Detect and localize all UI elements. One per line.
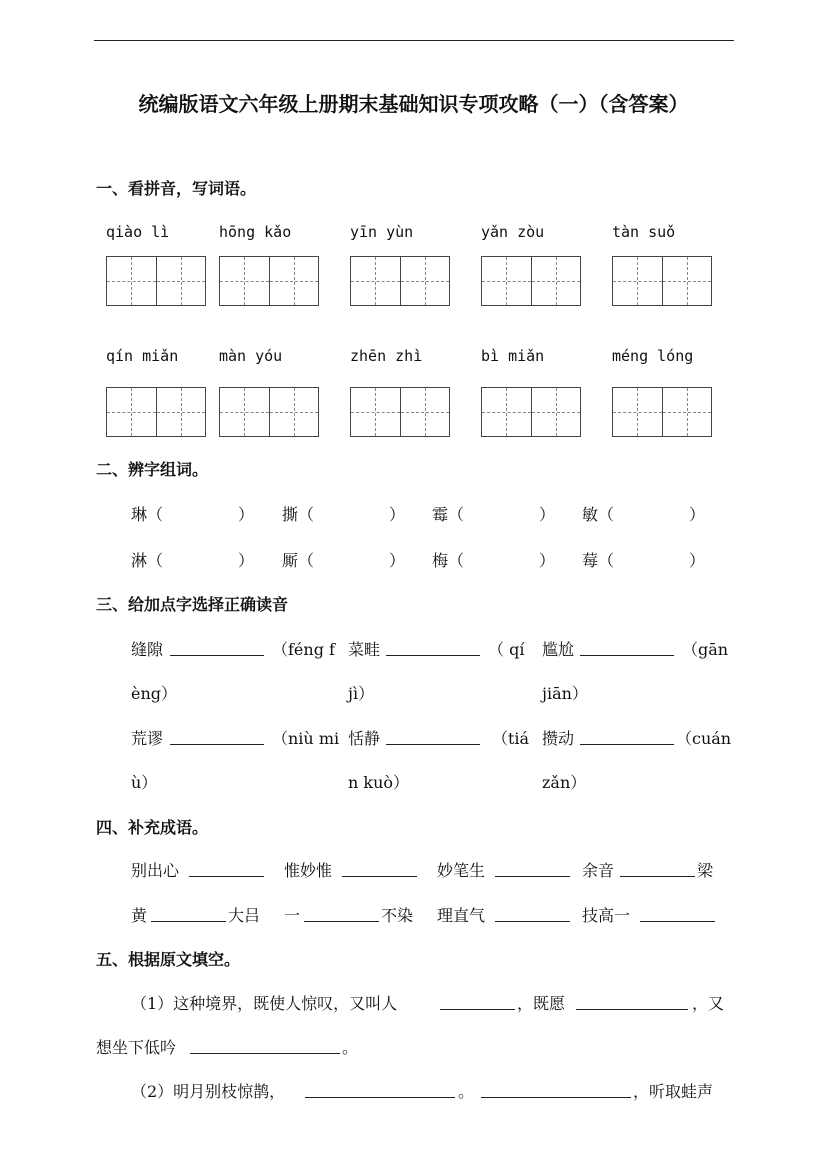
answer-blank[interactable] [495,907,570,922]
pinyin: hōng kǎo [219,223,292,241]
pinyin-options: jiān） [542,684,588,703]
word: 攒动 [542,729,575,748]
pinyin: màn yóu [219,347,283,365]
pinyin: méng lóng [612,347,694,365]
section-2-heading: 二、辨字组词。 [96,460,209,479]
char-open: 撕（ [282,505,315,524]
pinyin-options: （ qí [488,640,525,659]
answer-blank[interactable] [580,730,674,745]
char-close: ） [389,551,406,570]
char-open: 霉（ [432,505,465,524]
pinyin-options: （cuán [676,729,732,748]
pinyin-options: èng） [131,684,178,703]
idiom-part: 妙笔生 [437,861,486,880]
idiom-part: 余音 [582,861,615,880]
pinyin-options: ù） [131,773,158,792]
answer-blank[interactable] [304,907,379,922]
word: 菜畦 [348,640,381,659]
writing-grid[interactable] [219,256,319,306]
answer-blank[interactable] [190,1039,340,1054]
char-close: ） [689,551,706,570]
idiom-part: 理直气 [437,906,486,925]
answer-blank[interactable] [151,907,226,922]
writing-grid[interactable] [219,387,319,437]
pinyin-options: （tiá [492,729,530,748]
char-open: 敏（ [582,505,615,524]
pinyin: yǎn zòu [481,223,545,241]
idiom-part: 梁 [697,861,714,880]
pinyin: qín miǎn [106,347,179,365]
pinyin-options: （féng f [272,640,335,659]
answer-blank[interactable] [620,862,695,877]
fill-text: ，又 [692,994,725,1013]
char-open: 梅（ [432,551,465,570]
answer-blank[interactable] [170,641,264,656]
answer-blank[interactable] [580,641,674,656]
idiom-part: 不染 [381,906,414,925]
fill-text: ，既愿 [517,994,566,1013]
fill-text: 想坐下低吟 [96,1038,177,1057]
section-4-heading: 四、补充成语。 [96,818,209,837]
answer-blank[interactable] [305,1083,455,1098]
pinyin: bì miǎn [481,347,545,365]
word: 缝隙 [131,640,164,659]
idiom-part: 技高一 [582,906,631,925]
idiom-part: 黄 [131,906,148,925]
char-open: 琳（ [131,505,164,524]
pinyin: yīn yùn [350,223,414,241]
pinyin-options: （gān [682,640,729,659]
writing-grid[interactable] [106,256,206,306]
writing-grid[interactable] [481,387,581,437]
writing-grid[interactable] [612,256,712,306]
fill-text: 。 [342,1038,359,1057]
fill-text: ，听取蛙声 [633,1082,714,1101]
answer-blank[interactable] [386,641,480,656]
pinyin-options: zǎn） [542,773,587,792]
pinyin: zhēn zhì [350,347,423,365]
idiom-part: 一 [284,906,301,925]
answer-blank[interactable] [440,995,515,1010]
writing-grid[interactable] [350,387,450,437]
char-close: ） [539,505,556,524]
section-1-heading: 一、看拼音，写词语。 [96,179,257,198]
top-rule [94,40,734,41]
pinyin: qiào lì [106,223,170,241]
word: 荒谬 [131,729,164,748]
writing-grid[interactable] [481,256,581,306]
pinyin: tàn suǒ [612,223,676,241]
word: 尴尬 [542,640,575,659]
idiom-part: 别出心 [131,861,180,880]
fill-text: （1）这种境界，既使人惊叹，又叫人 [131,994,398,1013]
answer-blank[interactable] [189,862,264,877]
answer-blank[interactable] [342,862,417,877]
writing-grid[interactable] [612,387,712,437]
char-close: ） [238,505,255,524]
pinyin-options: （niù mi [272,729,340,748]
char-open: 莓（ [582,551,615,570]
fill-text: （2）明月别枝惊鹊， [131,1082,286,1101]
answer-blank[interactable] [481,1083,631,1098]
word: 恬静 [348,729,381,748]
char-close: ） [539,551,556,570]
idiom-part: 大吕 [228,906,261,925]
char-open: 厮（ [282,551,315,570]
answer-blank[interactable] [170,730,264,745]
char-close: ） [389,505,406,524]
char-open: 淋（ [131,551,164,570]
writing-grid[interactable] [106,387,206,437]
page-title: 统编版语文六年级上册期末基础知识专项攻略（一）（含答案） [138,92,689,116]
pinyin-options: jì） [348,684,375,703]
answer-blank[interactable] [386,730,480,745]
answer-blank[interactable] [495,862,570,877]
section-5-heading: 五、根据原文填空。 [96,950,241,969]
answer-blank[interactable] [576,995,688,1010]
fill-text: 。 [458,1082,475,1101]
writing-grid[interactable] [350,256,450,306]
char-close: ） [238,551,255,570]
answer-blank[interactable] [640,907,715,922]
idiom-part: 惟妙惟 [284,861,333,880]
section-3-heading: 三、给加点字选择正确读音 [96,595,289,614]
pinyin-options: n kuò） [348,773,410,792]
char-close: ） [689,505,706,524]
